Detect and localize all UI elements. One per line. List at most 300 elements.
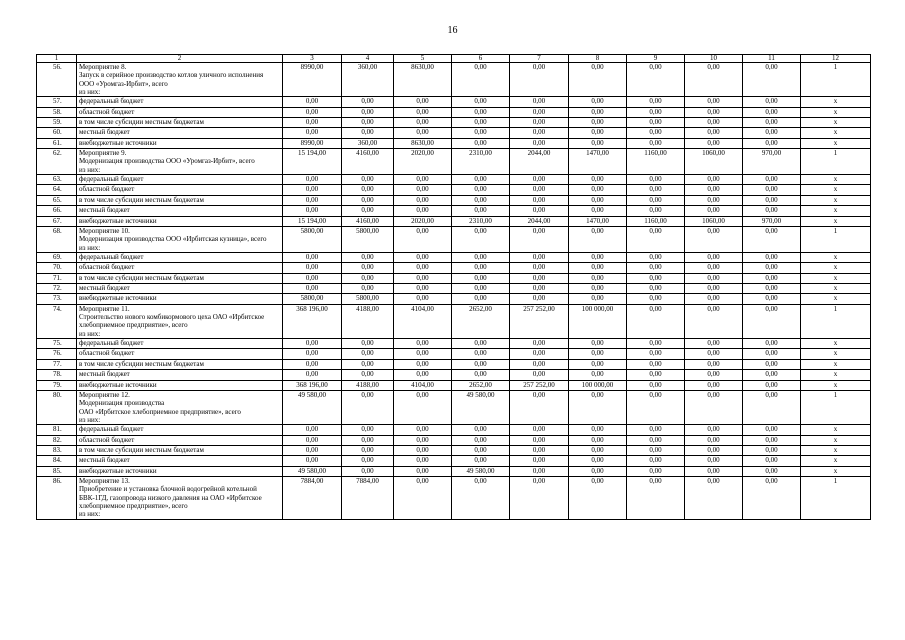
value-cell: 0,00 bbox=[685, 138, 743, 148]
table-row bbox=[37, 226, 871, 252]
value-cell: 0,00 bbox=[685, 466, 743, 476]
value-cell: 0,00 bbox=[569, 294, 627, 304]
value-cell: х bbox=[801, 284, 871, 294]
value-cell: 0,00 bbox=[627, 294, 685, 304]
value-cell: 0,00 bbox=[394, 425, 452, 435]
value-cell: 0,00 bbox=[342, 185, 394, 195]
row-title: областной бюджет bbox=[77, 435, 283, 445]
value-cell: 0,00 bbox=[627, 466, 685, 476]
row-title: местный бюджет bbox=[77, 128, 283, 138]
value-cell: 15 194,00 bbox=[283, 149, 342, 175]
row-number: 81. bbox=[37, 425, 77, 435]
row-title: местный бюджет bbox=[77, 370, 283, 380]
value-cell: 0,00 bbox=[685, 339, 743, 349]
value-cell: 0,00 bbox=[342, 252, 394, 262]
value-cell: 0,00 bbox=[685, 263, 743, 273]
value-cell: 0,00 bbox=[569, 107, 627, 117]
value-cell: 0,00 bbox=[452, 226, 510, 252]
value-cell: 0,00 bbox=[685, 380, 743, 390]
value-cell: 1470,00 bbox=[569, 149, 627, 175]
value-cell: 0,00 bbox=[283, 349, 342, 359]
value-cell: х bbox=[801, 216, 871, 226]
value-cell: 0,00 bbox=[342, 445, 394, 455]
value-cell: 0,00 bbox=[394, 445, 452, 455]
value-cell: 0,00 bbox=[569, 435, 627, 445]
row-title: Мероприятие 13. Приобретение и установка блочной водогрейной котельной БВК-1ГД, газопровода низкого давления на ОАО «Ирбитское хлебоприемное предприятие», всего из них: bbox=[77, 477, 283, 519]
value-cell: 7884,00 bbox=[283, 477, 342, 519]
value-cell: 0,00 bbox=[510, 339, 569, 349]
value-cell: 0,00 bbox=[743, 263, 801, 273]
value-cell: 0,00 bbox=[743, 117, 801, 127]
value-cell: 1 bbox=[801, 304, 871, 338]
value-cell: 0,00 bbox=[743, 294, 801, 304]
value-cell: 0,00 bbox=[627, 435, 685, 445]
value-cell: 0,00 bbox=[342, 117, 394, 127]
value-cell: 0,00 bbox=[394, 477, 452, 519]
value-cell: 0,00 bbox=[452, 138, 510, 148]
table-row bbox=[37, 339, 871, 349]
value-cell: 0,00 bbox=[342, 390, 394, 424]
table-row bbox=[37, 263, 871, 273]
value-cell: 0,00 bbox=[627, 359, 685, 369]
value-cell: 4104,00 bbox=[394, 380, 452, 390]
value-cell: 5800,00 bbox=[342, 226, 394, 252]
row-number: 80. bbox=[37, 390, 77, 424]
value-cell: 0,00 bbox=[627, 195, 685, 205]
value-cell: 0,00 bbox=[283, 445, 342, 455]
value-cell: 0,00 bbox=[283, 425, 342, 435]
value-cell: х bbox=[801, 97, 871, 107]
value-cell: 0,00 bbox=[569, 477, 627, 519]
value-cell: 0,00 bbox=[510, 226, 569, 252]
value-cell: 4188,00 bbox=[342, 304, 394, 338]
value-cell: х bbox=[801, 294, 871, 304]
value-cell: 0,00 bbox=[283, 97, 342, 107]
value-cell: 0,00 bbox=[394, 273, 452, 283]
value-cell: 0,00 bbox=[627, 107, 685, 117]
value-cell: 0,00 bbox=[283, 185, 342, 195]
value-cell: 0,00 bbox=[510, 359, 569, 369]
value-cell: 49 580,00 bbox=[283, 466, 342, 476]
value-cell: 0,00 bbox=[569, 359, 627, 369]
value-cell: 2310,00 bbox=[452, 149, 510, 175]
value-cell: 0,00 bbox=[394, 435, 452, 445]
value-cell: 8990,00 bbox=[283, 63, 342, 97]
value-cell: 4160,00 bbox=[342, 149, 394, 175]
value-cell: 0,00 bbox=[283, 117, 342, 127]
value-cell: 0,00 bbox=[342, 425, 394, 435]
value-cell: 2044,00 bbox=[510, 216, 569, 226]
row-number: 75. bbox=[37, 339, 77, 349]
value-cell: 0,00 bbox=[569, 195, 627, 205]
column-header: 1 bbox=[37, 55, 77, 63]
value-cell: х bbox=[801, 359, 871, 369]
value-cell: 0,00 bbox=[394, 206, 452, 216]
table-row bbox=[37, 466, 871, 476]
row-title: Мероприятие 10. Модернизация производства ООО «Ирбитская кузница», всего из них: bbox=[77, 226, 283, 252]
value-cell: 0,00 bbox=[510, 349, 569, 359]
value-cell: 0,00 bbox=[452, 477, 510, 519]
value-cell: 0,00 bbox=[342, 359, 394, 369]
value-cell: 0,00 bbox=[569, 273, 627, 283]
value-cell: 0,00 bbox=[510, 138, 569, 148]
value-cell: 0,00 bbox=[743, 370, 801, 380]
value-cell: 0,00 bbox=[342, 175, 394, 185]
column-header: 5 bbox=[394, 55, 452, 63]
value-cell: 0,00 bbox=[283, 456, 342, 466]
value-cell: 0,00 bbox=[342, 456, 394, 466]
value-cell: 0,00 bbox=[510, 128, 569, 138]
value-cell: 0,00 bbox=[569, 63, 627, 97]
value-cell: 0,00 bbox=[283, 284, 342, 294]
value-cell: 0,00 bbox=[394, 175, 452, 185]
row-title: федеральный бюджет bbox=[77, 97, 283, 107]
table-row bbox=[37, 185, 871, 195]
value-cell: 0,00 bbox=[627, 138, 685, 148]
value-cell: 0,00 bbox=[627, 477, 685, 519]
value-cell: 0,00 bbox=[685, 63, 743, 97]
value-cell: х bbox=[801, 273, 871, 283]
value-cell: 0,00 bbox=[394, 390, 452, 424]
column-header: 4 bbox=[342, 55, 394, 63]
value-cell: 0,00 bbox=[283, 107, 342, 117]
value-cell: 5800,00 bbox=[342, 294, 394, 304]
value-cell: 257 252,00 bbox=[510, 304, 569, 338]
table-row bbox=[37, 117, 871, 127]
row-title: Мероприятие 9. Модернизация производства ООО «Уромгаз-Ирбит», всего из них: bbox=[77, 149, 283, 175]
value-cell: 0,00 bbox=[342, 370, 394, 380]
value-cell: 0,00 bbox=[743, 425, 801, 435]
value-cell: 0,00 bbox=[627, 175, 685, 185]
table-row bbox=[37, 435, 871, 445]
value-cell: 1 bbox=[801, 63, 871, 97]
value-cell: 5800,00 bbox=[283, 294, 342, 304]
value-cell: 0,00 bbox=[452, 185, 510, 195]
value-cell: 0,00 bbox=[685, 97, 743, 107]
value-cell: 8630,00 bbox=[394, 138, 452, 148]
value-cell: 0,00 bbox=[685, 294, 743, 304]
value-cell: 0,00 bbox=[452, 263, 510, 273]
value-cell: 0,00 bbox=[743, 107, 801, 117]
value-cell: 0,00 bbox=[510, 445, 569, 455]
value-cell: 0,00 bbox=[342, 195, 394, 205]
row-number: 66. bbox=[37, 206, 77, 216]
value-cell: 0,00 bbox=[569, 390, 627, 424]
value-cell: 0,00 bbox=[685, 195, 743, 205]
value-cell: 0,00 bbox=[510, 435, 569, 445]
value-cell: 0,00 bbox=[452, 252, 510, 262]
column-header: 11 bbox=[743, 55, 801, 63]
row-number: 57. bbox=[37, 97, 77, 107]
value-cell: 1060,00 bbox=[685, 216, 743, 226]
value-cell: х bbox=[801, 107, 871, 117]
value-cell: 2652,00 bbox=[452, 304, 510, 338]
value-cell: 0,00 bbox=[342, 263, 394, 273]
value-cell: 0,00 bbox=[743, 175, 801, 185]
row-title: внебюджетные источники bbox=[77, 380, 283, 390]
value-cell: х bbox=[801, 445, 871, 455]
value-cell: 0,00 bbox=[342, 339, 394, 349]
row-title: Мероприятие 11. Строительство нового комбикормового цеха ОАО «Ирбитское хлебоприемное предприятие», всего из них: bbox=[77, 304, 283, 338]
value-cell: х bbox=[801, 435, 871, 445]
table-row bbox=[37, 97, 871, 107]
table-row bbox=[37, 175, 871, 185]
row-number: 74. bbox=[37, 304, 77, 338]
row-title: Мероприятие 8. Запуск в серийное производство котлов уличного исполнения ООО «Уромгаз-Ирбит», всего из них: bbox=[77, 63, 283, 97]
value-cell: 0,00 bbox=[510, 175, 569, 185]
value-cell: 0,00 bbox=[685, 425, 743, 435]
table-row bbox=[37, 304, 871, 338]
value-cell: 2652,00 bbox=[452, 380, 510, 390]
row-number: 86. bbox=[37, 477, 77, 519]
value-cell: 0,00 bbox=[569, 185, 627, 195]
value-cell: 0,00 bbox=[685, 445, 743, 455]
column-header: 9 bbox=[627, 55, 685, 63]
row-title: в том числе субсидии местным бюджетам bbox=[77, 359, 283, 369]
value-cell: 0,00 bbox=[394, 107, 452, 117]
table-row bbox=[37, 425, 871, 435]
value-cell: 0,00 bbox=[569, 456, 627, 466]
value-cell: 5800,00 bbox=[283, 226, 342, 252]
value-cell: 0,00 bbox=[569, 226, 627, 252]
value-cell: 0,00 bbox=[452, 273, 510, 283]
value-cell: х bbox=[801, 466, 871, 476]
value-cell: 368 196,00 bbox=[283, 304, 342, 338]
value-cell: 0,00 bbox=[342, 206, 394, 216]
value-cell: 0,00 bbox=[743, 466, 801, 476]
value-cell: 0,00 bbox=[452, 294, 510, 304]
value-cell: 0,00 bbox=[510, 477, 569, 519]
value-cell: 1 bbox=[801, 390, 871, 424]
row-number: 64. bbox=[37, 185, 77, 195]
value-cell: 0,00 bbox=[452, 359, 510, 369]
value-cell: 368 196,00 bbox=[283, 380, 342, 390]
value-cell: 0,00 bbox=[394, 456, 452, 466]
value-cell: 0,00 bbox=[510, 63, 569, 97]
value-cell: х bbox=[801, 206, 871, 216]
value-cell: 8630,00 bbox=[394, 63, 452, 97]
value-cell: 0,00 bbox=[743, 63, 801, 97]
value-cell: 0,00 bbox=[685, 185, 743, 195]
value-cell: 0,00 bbox=[394, 284, 452, 294]
value-cell: 0,00 bbox=[743, 456, 801, 466]
value-cell: 0,00 bbox=[627, 185, 685, 195]
column-header: 12 bbox=[801, 55, 871, 63]
value-cell: 0,00 bbox=[283, 370, 342, 380]
value-cell: 0,00 bbox=[394, 195, 452, 205]
value-cell: 0,00 bbox=[510, 263, 569, 273]
table-header-row bbox=[37, 55, 871, 63]
row-title: федеральный бюджет bbox=[77, 425, 283, 435]
value-cell: 0,00 bbox=[743, 445, 801, 455]
value-cell: 0,00 bbox=[627, 252, 685, 262]
value-cell: 1470,00 bbox=[569, 216, 627, 226]
value-cell: х bbox=[801, 138, 871, 148]
value-cell: 0,00 bbox=[342, 466, 394, 476]
value-cell: 0,00 bbox=[394, 349, 452, 359]
value-cell: х bbox=[801, 128, 871, 138]
value-cell: 0,00 bbox=[569, 349, 627, 359]
value-cell: 2020,00 bbox=[394, 216, 452, 226]
value-cell: 49 580,00 bbox=[283, 390, 342, 424]
value-cell: 0,00 bbox=[452, 425, 510, 435]
row-title: федеральный бюджет bbox=[77, 175, 283, 185]
row-title: внебюджетные источники bbox=[77, 216, 283, 226]
value-cell: 0,00 bbox=[452, 339, 510, 349]
value-cell: 0,00 bbox=[627, 206, 685, 216]
value-cell: 0,00 bbox=[569, 128, 627, 138]
row-number: 62. bbox=[37, 149, 77, 175]
value-cell: 4188,00 bbox=[342, 380, 394, 390]
value-cell: 0,00 bbox=[394, 294, 452, 304]
value-cell: 0,00 bbox=[627, 390, 685, 424]
row-number: 83. bbox=[37, 445, 77, 455]
row-number: 71. bbox=[37, 273, 77, 283]
row-title: областной бюджет bbox=[77, 349, 283, 359]
value-cell: 0,00 bbox=[342, 284, 394, 294]
value-cell: 0,00 bbox=[569, 252, 627, 262]
row-title: внебюджетные источники bbox=[77, 138, 283, 148]
column-header: 10 bbox=[685, 55, 743, 63]
value-cell: 0,00 bbox=[627, 226, 685, 252]
value-cell: 0,00 bbox=[685, 456, 743, 466]
value-cell: 2310,00 bbox=[452, 216, 510, 226]
value-cell: 0,00 bbox=[743, 226, 801, 252]
table-row bbox=[37, 128, 871, 138]
value-cell: 0,00 bbox=[342, 128, 394, 138]
value-cell: 0,00 bbox=[510, 284, 569, 294]
row-number: 59. bbox=[37, 117, 77, 127]
row-number: 61. bbox=[37, 138, 77, 148]
value-cell: 0,00 bbox=[510, 206, 569, 216]
value-cell: 15 194,00 bbox=[283, 216, 342, 226]
value-cell: 0,00 bbox=[627, 370, 685, 380]
value-cell: 0,00 bbox=[342, 349, 394, 359]
value-cell: 0,00 bbox=[685, 226, 743, 252]
value-cell: 0,00 bbox=[743, 304, 801, 338]
value-cell: 0,00 bbox=[510, 252, 569, 262]
value-cell: 0,00 bbox=[283, 128, 342, 138]
value-cell: 0,00 bbox=[510, 185, 569, 195]
value-cell: 0,00 bbox=[569, 138, 627, 148]
value-cell: 0,00 bbox=[283, 359, 342, 369]
value-cell: 257 252,00 bbox=[510, 380, 569, 390]
value-cell: 0,00 bbox=[569, 445, 627, 455]
row-number: 77. bbox=[37, 359, 77, 369]
value-cell: 0,00 bbox=[394, 117, 452, 127]
value-cell: 0,00 bbox=[627, 128, 685, 138]
value-cell: 0,00 bbox=[342, 435, 394, 445]
column-header: 2 bbox=[77, 55, 283, 63]
row-title: в том числе субсидии местным бюджетам bbox=[77, 273, 283, 283]
value-cell: 0,00 bbox=[685, 284, 743, 294]
value-cell: 0,00 bbox=[452, 97, 510, 107]
value-cell: 0,00 bbox=[452, 206, 510, 216]
value-cell: 0,00 bbox=[394, 370, 452, 380]
value-cell: 0,00 bbox=[283, 252, 342, 262]
table-row bbox=[37, 63, 871, 97]
value-cell: 0,00 bbox=[394, 97, 452, 107]
value-cell: 0,00 bbox=[569, 117, 627, 127]
row-title: в том числе субсидии местным бюджетам bbox=[77, 445, 283, 455]
row-title: федеральный бюджет bbox=[77, 252, 283, 262]
value-cell: х bbox=[801, 425, 871, 435]
value-cell: 0,00 bbox=[743, 195, 801, 205]
value-cell: 1 bbox=[801, 477, 871, 519]
value-cell: 0,00 bbox=[394, 359, 452, 369]
value-cell: 0,00 bbox=[685, 117, 743, 127]
value-cell: 100 000,00 bbox=[569, 380, 627, 390]
value-cell: 0,00 bbox=[394, 226, 452, 252]
value-cell: х bbox=[801, 370, 871, 380]
value-cell: 0,00 bbox=[394, 263, 452, 273]
table-row bbox=[37, 294, 871, 304]
row-number: 82. bbox=[37, 435, 77, 445]
value-cell: 0,00 bbox=[743, 138, 801, 148]
table-row bbox=[37, 138, 871, 148]
value-cell: 1060,00 bbox=[685, 149, 743, 175]
value-cell: 0,00 bbox=[452, 63, 510, 97]
row-number: 58. bbox=[37, 107, 77, 117]
value-cell: 0,00 bbox=[743, 380, 801, 390]
value-cell: 0,00 bbox=[452, 435, 510, 445]
value-cell: 0,00 bbox=[452, 117, 510, 127]
value-cell: 0,00 bbox=[627, 349, 685, 359]
row-number: 76. bbox=[37, 349, 77, 359]
value-cell: 0,00 bbox=[685, 273, 743, 283]
column-header: 3 bbox=[283, 55, 342, 63]
column-header: 7 bbox=[510, 55, 569, 63]
value-cell: 0,00 bbox=[743, 435, 801, 445]
value-cell: 0,00 bbox=[627, 380, 685, 390]
value-cell: 0,00 bbox=[283, 339, 342, 349]
value-cell: 49 580,00 bbox=[452, 466, 510, 476]
row-number: 63. bbox=[37, 175, 77, 185]
value-cell: 0,00 bbox=[627, 117, 685, 127]
value-cell: 0,00 bbox=[627, 425, 685, 435]
value-cell: 2020,00 bbox=[394, 149, 452, 175]
value-cell: 0,00 bbox=[569, 339, 627, 349]
value-cell: х bbox=[801, 380, 871, 390]
value-cell: 0,00 bbox=[743, 349, 801, 359]
value-cell: 0,00 bbox=[685, 349, 743, 359]
value-cell: 0,00 bbox=[342, 273, 394, 283]
value-cell: 0,00 bbox=[685, 107, 743, 117]
value-cell: 0,00 bbox=[510, 466, 569, 476]
value-cell: 2044,00 bbox=[510, 149, 569, 175]
table-row bbox=[37, 349, 871, 359]
value-cell: 0,00 bbox=[743, 339, 801, 349]
value-cell: 0,00 bbox=[283, 175, 342, 185]
value-cell: 0,00 bbox=[452, 107, 510, 117]
row-title: внебюджетные источники bbox=[77, 294, 283, 304]
page-number: 16 bbox=[447, 25, 458, 36]
value-cell: 0,00 bbox=[452, 456, 510, 466]
row-title: в том числе субсидии местным бюджетам bbox=[77, 195, 283, 205]
row-number: 67. bbox=[37, 216, 77, 226]
value-cell: х bbox=[801, 195, 871, 205]
value-cell: 0,00 bbox=[510, 370, 569, 380]
table-row bbox=[37, 445, 871, 455]
value-cell: х bbox=[801, 456, 871, 466]
value-cell: 4160,00 bbox=[342, 216, 394, 226]
value-cell: 0,00 bbox=[510, 107, 569, 117]
value-cell: 0,00 bbox=[743, 97, 801, 107]
value-cell: 0,00 bbox=[685, 359, 743, 369]
value-cell: 0,00 bbox=[283, 195, 342, 205]
table-row bbox=[37, 477, 871, 519]
value-cell: 0,00 bbox=[394, 252, 452, 262]
